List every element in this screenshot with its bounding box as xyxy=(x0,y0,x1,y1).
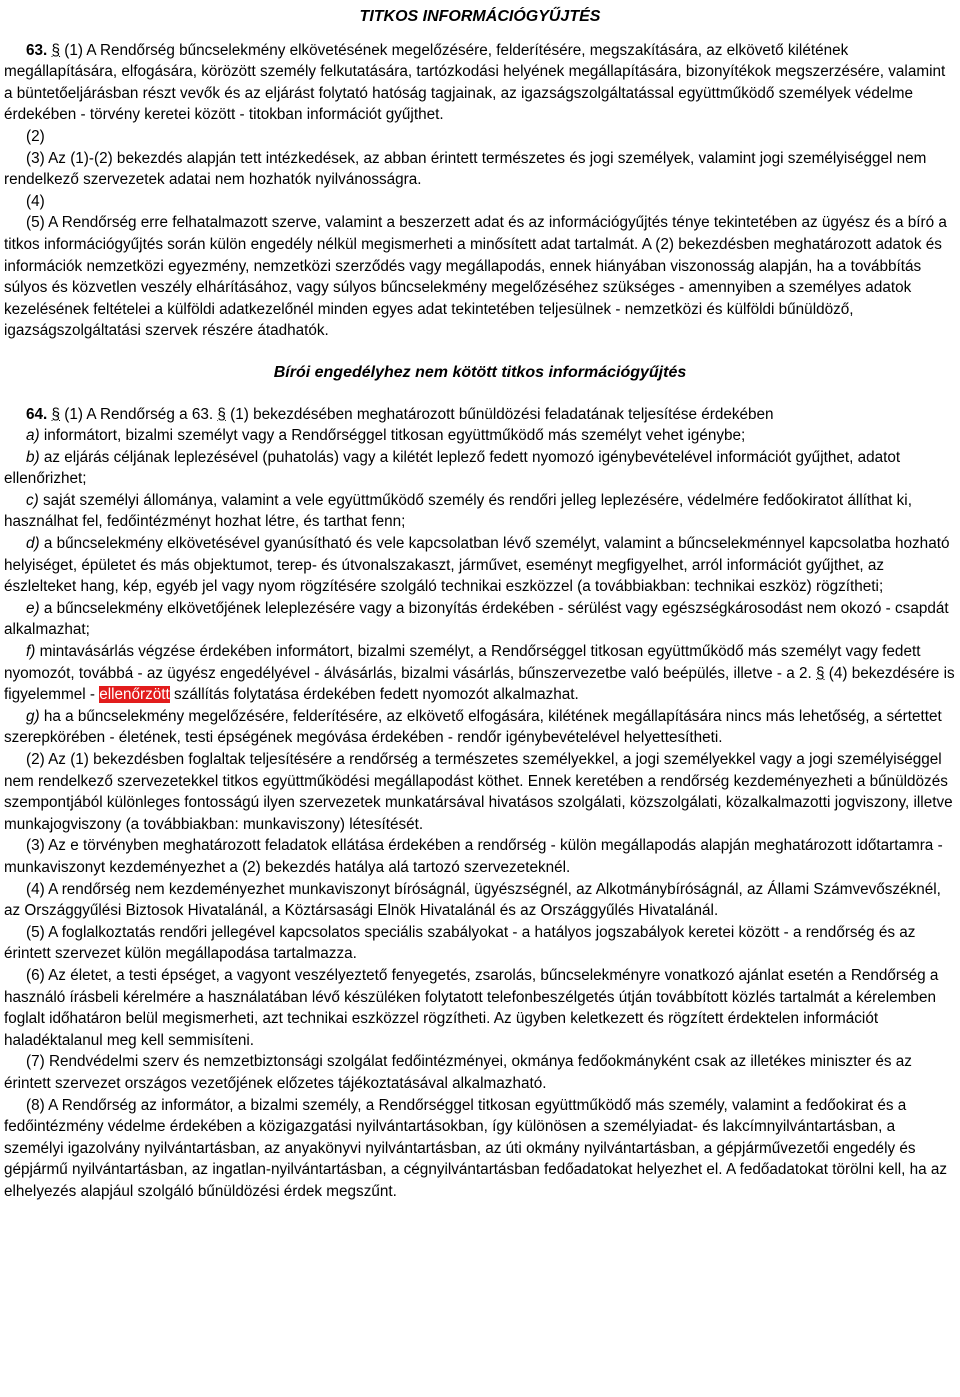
section-63-paragraph-4: (4) xyxy=(26,192,45,210)
section-64-paragraph-5: (5) A foglalkoztatás rendőri jellegével kapcsolatos speciális szabályokat - a hatályos jogszabályok keretei között - a rendőrség és az érintett szervezet külön megállapodása tartalmazza. xyxy=(4,923,916,963)
list-text-f-3: szállítás folytatása érdekében fedett nyomozót alkalmazhat. xyxy=(174,686,579,704)
section-63-paragraph-3: (3) Az (1)-(2) bekezdés alapján tett intézkedések, az abban érintett természetes és jogi személyek, valamint jogi személyiséggel nem rendelkező szervezetek adatai nem hozhatók nyilvánosságra. xyxy=(4,149,927,189)
section-64-paragraph-8: (8) A Rendőrség az informátor, a bizalmi személy, a Rendőrséggel titkosan együttműködő más személy, valamint a fedőokirat és a fedőintézmény védelme érdekében a közigazgatási nyilvántartásokban, így különösen a személyiadat- és lakcímnyilvántartásban, a személyi igazolvány nyilvántartásban, az anyakönyvi nyilvántartásban, az úti okmány nyilvántartásban, a gépjárművezetői engedély és gépjármű nyilvántartásban, az ingatlan-nyilvántartásban, a cégnyilvántartásban fedőadatokat helyezhet el. A fedőadatokat törölni kell, ha az elhelyezés alapjául szolgáló bűnüldözési érdek megszűnt. xyxy=(4,1096,948,1200)
list-text-f-1: mintavásárlás végzése érdekében informátort, bizalmi személyt, a Rendőrséggel titkosan együttműködő más személyt vagy fedett nyomozót, továbbá - az ügyész engedélyével - álvásárlás, bizalmi vásárlás, bűnszervezetbe való beépülés, illetve - a 2. xyxy=(4,643,921,682)
list-item-g xyxy=(4,706,956,749)
list-label-b: b) xyxy=(26,448,40,466)
list-text-b: az eljárás céljának leplezésével (puhatolás) vagy a kilétét leplező fedett nyomozó igénybevételével információt gyűjthet, adatot ellenőrizhet; xyxy=(4,448,901,488)
section-63-paragraph-1 xyxy=(4,40,956,126)
list-label-f: f) xyxy=(26,643,36,661)
list-text-e: a bűncselekmény elkövetőjének leleplezésére vagy a bizonyítás érdekében - sérülést vagy egészségkárosodást nem okozó - csapdát alkalmazhat; xyxy=(4,599,949,639)
section-symbol: § xyxy=(51,405,61,423)
section-64-paragraph-7: (7) Rendvédelmi szerv és nemzetbiztonsági szolgálat fedőintézményei, okmánya fedőokmányként csak az illetékes miniszter és az érintett szervezet országos vezetőjének előzetes tájékoztatásával alkalmazható. xyxy=(4,1053,912,1092)
section-63-paragraph-5: (5) A Rendőrség erre felhatalmazott szerve, valamint a beszerzett adat és az információgyűjtés ténye tekintetében az ügyész és a bíró a titkos információgyűjtés során külön engedély nélkül megismerheti a minősített adat tartalmát. A (2) bekezdésben meghatározott adatok és információk nemzetközi egyezmény, nemzetközi szerződés vagy megállapodás, ennek hiányában viszonosság alapján, ha a továbbítás súlyos és közvetlen veszély elhárításához, vagy súlyos bűncselekmény megelőzéséhez szükséges - amennyiben a személyes adatok kezelésének feltételei a külföldi adatkezelőnél minden egyes adat tekintetében teljesülnek - nemzetközi és külföldi bűnüldöző, igazságszolgáltatási szervek részére átadhatók. xyxy=(4,214,947,340)
section-64-paragraph-3: (3) Az e törvényben meghatározott feladatok ellátása érdekében a rendőrség - külön megállapodás alapján meghatározott időtartamra - munkaviszonyt kezdeményezhet a (2) bekezdés hatálya alá tartozó szervezeteknél. xyxy=(4,837,943,876)
section-64-text-1-rest: (1) bekezdésében meghatározott bűnüldözési feladatának teljesítése érdekében xyxy=(230,405,774,423)
list-text-a: informátort, bizalmi személyt vagy a Rendőrséggel titkosan együttműködő más személyt vehet igénybe; xyxy=(43,427,746,445)
section-64-paragraph-6: (6) Az életet, a testi épséget, a vagyont veszélyeztető fenyegetés, zsarolás, bűncselekményre vonatkozó ajánlat esetén a Rendőrség a használó írásbeli kérelmére a használatában lévő készüléken folytatott telefonbeszélgetés útján továbbított közlés tartalmát a kérelemben foglalt időhatáron belül megismerheti, azt technikai eszközzel rögzítheti. Az ügyben keletkezett és rögzített érdektelen információt haladéktalanul meg kell semmisíteni. xyxy=(4,966,939,1049)
list-item-f xyxy=(4,641,956,706)
section-63-number: 63. xyxy=(26,41,48,59)
list-text-g: ha a bűncselekmény megelőzésére, felderítésére, az elkövető elfogására, kilétének megállapítására nincs más lehetőség, a sértettet szerepkörében - életének, testi épségének megóvása érdekében - rendőr igénybevételével helyettesítheti. xyxy=(4,707,942,747)
list-label-a: a) xyxy=(26,427,40,445)
list-text-c: saját személyi állománya, valamint a vele együttműködő személy és rendőri jelleg leplezésére, védelmére fedőokiratot állíthat ki, használhat fel, fedőintézményt hozhat létre, és tarthat fenn; xyxy=(4,491,912,531)
list-item-c xyxy=(4,490,956,533)
list-label-g: g) xyxy=(26,707,40,725)
list-label-c: c) xyxy=(26,491,39,509)
section-64-paragraph-4: (4) A rendőrség nem kezdeményezhet munkaviszonyt bíróságnál, ügyészségnél, az Alkotmánybíróságnál, az Állami Számvevőszéknél, az Országgyűlési Biztosok Hivatalánál, a Köztársasági Elnök Hivatalánál és az Országgyűlés Hivatalánál. xyxy=(4,880,941,920)
list-label-e: e) xyxy=(26,599,40,617)
section-63-paragraph-2: (2) xyxy=(26,127,45,145)
section-64-paragraph-1 xyxy=(4,404,956,426)
section-symbol: § xyxy=(217,405,226,423)
list-item-e xyxy=(4,598,956,641)
list-item-a xyxy=(4,425,956,447)
list-text-f-2: (4) bekezdésére is figyelemmel - xyxy=(4,664,955,704)
document-title: TITKOS INFORMÁCIÓGYŰJTÉS xyxy=(359,8,601,25)
list-label-d: d) xyxy=(26,535,40,553)
section-64-paragraph-2: (2) Az (1) bekezdésben foglaltak teljesítésére a rendőrség a természetes személyekkel, a jogi személyekkel vagy a jogi személyiséggel nem rendelkező szervezetekkel titkos együttműködési megállapodást köthet. Ennek keretében a rendőrség kezdeményezheti a bűnüldözés szempontjából különleges fontosságú ilyen szervezetek munkatársával hivatásos szolgálati, közszolgálati, közalkalmazotti jogviszony, illetve munkajogviszony (a továbbiakban: munkaviszony) létesítését. xyxy=(4,751,953,833)
section-64-text-1: (1) A Rendőrség a 63. xyxy=(64,405,214,423)
list-item-b xyxy=(4,447,956,490)
section-symbol: § xyxy=(51,41,61,59)
section-symbol: § xyxy=(816,664,825,682)
list-item-d xyxy=(4,533,956,598)
section-subtitle: Bírói engedélyhez nem kötött titkos információgyűjtés xyxy=(273,363,687,381)
highlighted-word: ellenőrzött xyxy=(99,686,170,704)
section-64-number: 64. xyxy=(26,405,48,423)
list-text-d: a bűncselekmény elkövetésével gyanúsítható és vele kapcsolatban lévő személyt, valamint a bűncselekménnyel kapcsolatba hozható helyiséget, épületet és más objektumot, terep- és útvonalszakaszt, járművet, eseményt megfigyelhet, arról információt gyűjthet, az észlelteket hang, kép, egyéb jel vagy nyom rögzítésére szolgáló technikai eszközzel (a továbbiakban: technikai eszköz) rögzítheti; xyxy=(4,535,950,596)
section-63-text-1: (1) A Rendőrség bűncselekmény elkövetésének megelőzésére, felderítésére, megszakítására, az elkövető kilétének megállapítására, elfogására, körözött személy felkutatására, tartózkodási helyének megállapítására, bizonyítékok megszerzésére, valamint a büntetőeljárásban részt vevők és az eljárást folytató hatóság tagjainak, az igazságszolgáltatással együttműködő személyek védelme érdekében - törvény keretei között - titokban információt gyűjthet. xyxy=(4,41,946,124)
